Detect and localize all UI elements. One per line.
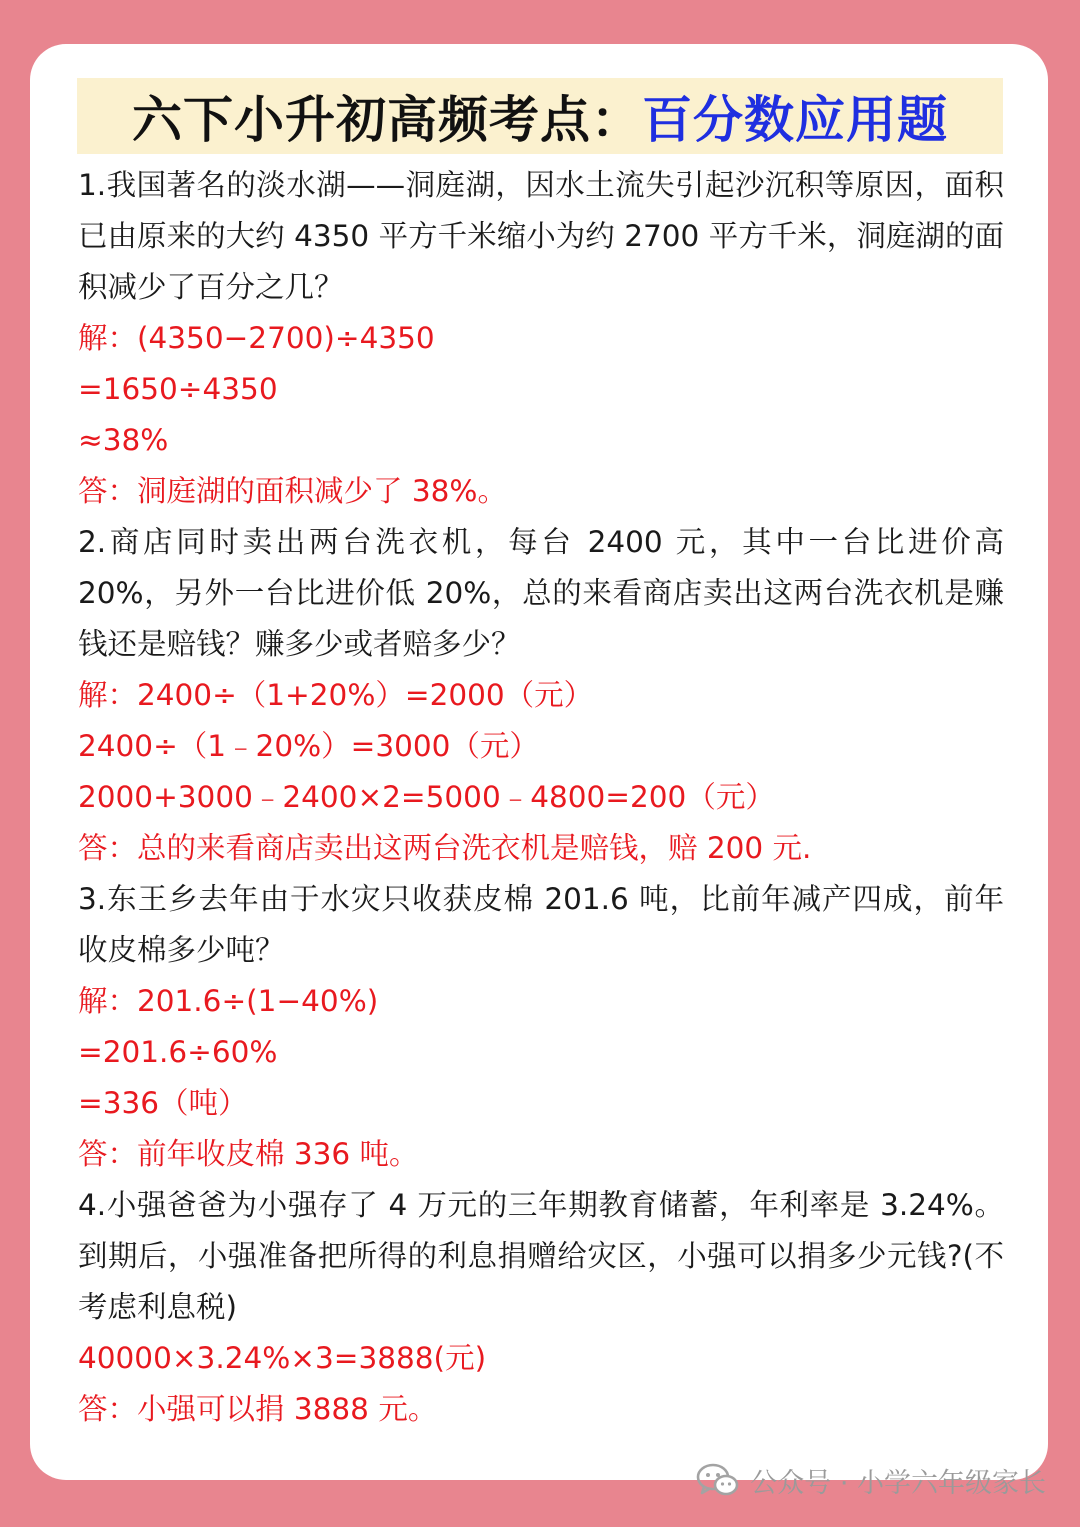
problem-list <box>78 160 1004 1435</box>
problem-3-solution-line: =201.6÷60% <box>78 1035 278 1069</box>
problem-2-question: 2.商店同时卖出两台洗衣机，每台 2400 元，其中一台比进价高 20%，另外一台比进价低 20%，总的来看商店卖出这两台洗衣机是赚钱还是赔钱？赚多少或者赔多少？ <box>78 525 1004 661</box>
title-main: 六下小升初高频考点： <box>132 90 642 149</box>
problem-1-solution-line: ≈38% <box>78 423 169 457</box>
problem-3-solution-line: =336（吨） <box>78 1086 248 1120</box>
problem-4-solution-line: 40000×3.24%×3=3888(元) <box>78 1341 487 1375</box>
problem-2-answer: 答：总的来看商店卖出这两台洗衣机是赔钱，赔 200 元. <box>78 831 812 865</box>
problem-4-question: 4.小强爸爸为小强存了 4 万元的三年期教育储蓄，年利率是 3.24%。到期后，小强准备把所得的利息捐赠给灾区，小强可以捐多少元钱?(不考虑利息税) <box>78 1188 1004 1324</box>
wechat-icon <box>696 1462 740 1498</box>
problem-3-question: 3.东王乡去年由于水灾只收获皮棉 201.6 吨，比前年减产四成，前年收皮棉多少吨？ <box>78 882 1004 967</box>
problem-3-answer: 答：前年收皮棉 336 吨。 <box>78 1137 419 1171</box>
problem-2-solution-line: 解：2400÷（1+20%）=2000（元） <box>78 678 594 712</box>
problem-3-solution-line: 解：201.6÷(1−40%) <box>78 984 379 1018</box>
problem-1-solution-line: =1650÷4350 <box>78 372 278 406</box>
title-accent: 百分数应用题 <box>642 90 948 149</box>
problem-4-answer: 答：小强可以捐 3888 元。 <box>78 1392 438 1426</box>
problem-1-question: 1.我国著名的淡水湖——洞庭湖，因水土流失引起沙沉积等原因，面积已由原来的大约 4350 平方千米缩小为约 2700 平方千米，洞庭湖的面积减少了百分之几？ <box>78 168 1004 304</box>
problem-1-answer: 答：洞庭湖的面积减少了 38%。 <box>78 474 507 508</box>
problem-2-solution-line: 2000+3000﹣2400×2=5000﹣4800=200（元） <box>78 780 775 814</box>
watermark-text: 公众号 · 小学六年级家长 <box>750 1467 1046 1499</box>
page-title <box>77 78 1003 154</box>
watermark <box>696 1458 1046 1502</box>
problem-2-solution-line: 2400÷（1﹣20%）=3000（元） <box>78 729 539 763</box>
problem-1-solution-line: 解：(4350−2700)÷4350 <box>78 321 435 355</box>
